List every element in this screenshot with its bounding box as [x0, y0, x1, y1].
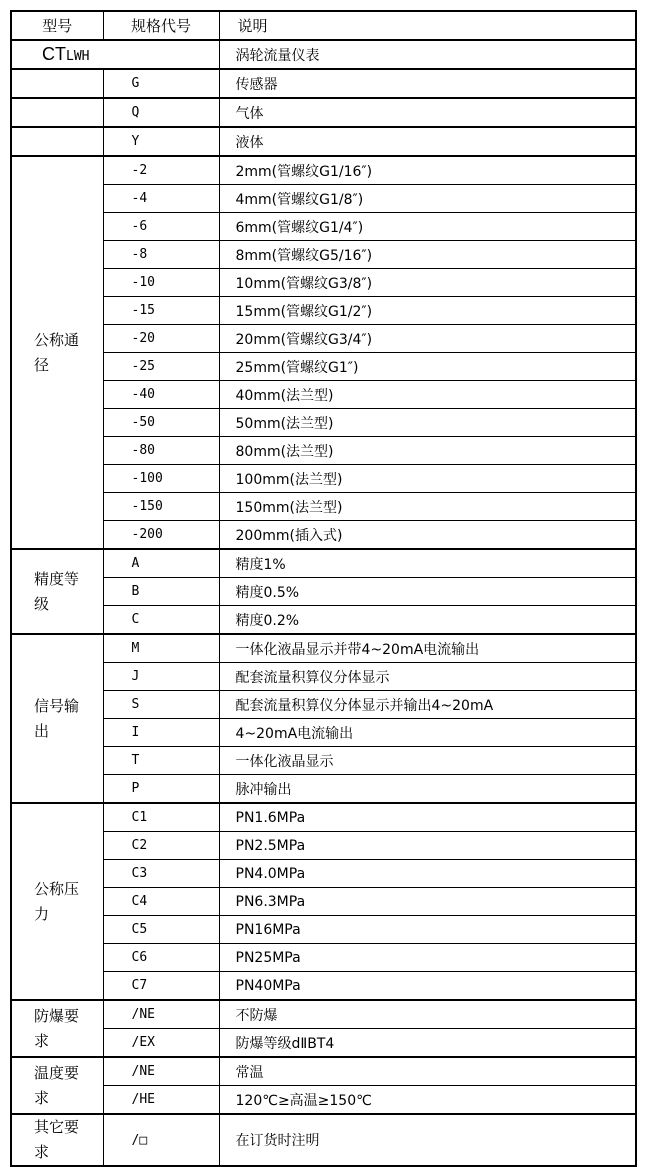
- section-label-cell: [11, 69, 103, 98]
- table-row: [11, 325, 636, 353]
- col-header-model: 型号: [11, 11, 103, 40]
- table-row: [11, 213, 636, 241]
- desc-cell: 120℃≥高温≥150℃: [219, 1086, 636, 1115]
- desc-cell: 防爆等级dⅡBT4: [219, 1029, 636, 1058]
- code-cell: Y: [103, 127, 219, 156]
- col-header-description: 说明: [219, 11, 636, 40]
- desc-cell: 40mm(法兰型): [219, 381, 636, 409]
- section-label-cell: [11, 156, 103, 549]
- desc-cell: 精度0.2%: [219, 606, 636, 635]
- desc-cell: PN4.0MPa: [219, 860, 636, 888]
- table-row: [11, 241, 636, 269]
- model-code-main: CT: [42, 44, 66, 64]
- desc-cell: 25mm(管螺纹G1″): [219, 353, 636, 381]
- table-row: [11, 634, 636, 663]
- desc-cell: 50mm(法兰型): [219, 409, 636, 437]
- desc-cell: 传感器: [219, 69, 636, 98]
- code-cell: /□: [103, 1114, 219, 1166]
- table-row: [11, 437, 636, 465]
- header-row: [11, 11, 636, 40]
- table-row: [11, 549, 636, 578]
- code-cell: -6: [103, 213, 219, 241]
- desc-cell: 常温: [219, 1057, 636, 1086]
- code-cell: -80: [103, 437, 219, 465]
- table-row: [11, 663, 636, 691]
- code-cell: -4: [103, 185, 219, 213]
- code-cell: /HE: [103, 1086, 219, 1115]
- section-label-text: 防爆要求: [34, 1006, 80, 1050]
- desc-cell: 精度1%: [219, 549, 636, 578]
- table-row: [11, 493, 636, 521]
- code-cell: -20: [103, 325, 219, 353]
- desc-cell: PN1.6MPa: [219, 803, 636, 832]
- desc-cell: 气体: [219, 98, 636, 127]
- code-cell: B: [103, 578, 219, 606]
- table-row: [11, 185, 636, 213]
- desc-cell: PN25MPa: [219, 944, 636, 972]
- desc-cell: PN16MPa: [219, 916, 636, 944]
- table-row: [11, 832, 636, 860]
- table-row: [11, 972, 636, 1001]
- code-cell: -40: [103, 381, 219, 409]
- table-row: [11, 888, 636, 916]
- desc-cell: 精度0.5%: [219, 578, 636, 606]
- table-row: [11, 465, 636, 493]
- code-cell: I: [103, 719, 219, 747]
- section-label-cell: [11, 634, 103, 803]
- spec-table-body: [11, 40, 636, 1166]
- code-cell: -2: [103, 156, 219, 185]
- section-label-cell: [11, 1057, 103, 1114]
- code-cell: /EX: [103, 1029, 219, 1058]
- code-cell: -200: [103, 521, 219, 550]
- code-cell: A: [103, 549, 219, 578]
- section-label-cell: [11, 98, 103, 127]
- code-cell: C4: [103, 888, 219, 916]
- code-cell: C5: [103, 916, 219, 944]
- desc-cell: 4mm(管螺纹G1/8″): [219, 185, 636, 213]
- table-row: [11, 381, 636, 409]
- desc-cell: 200mm(插入式): [219, 521, 636, 550]
- section-label-cell: [11, 1114, 103, 1166]
- code-cell: Q: [103, 98, 219, 127]
- desc-cell: 配套流量积算仪分体显示并输出4~20mA: [219, 691, 636, 719]
- table-row: [11, 1029, 636, 1058]
- code-cell: S: [103, 691, 219, 719]
- code-cell: -50: [103, 409, 219, 437]
- table-row: [11, 69, 636, 98]
- table-row: [11, 353, 636, 381]
- code-cell: -8: [103, 241, 219, 269]
- section-label-text: 公称通径: [34, 330, 80, 374]
- code-cell: P: [103, 775, 219, 804]
- table-row: [11, 297, 636, 325]
- table-row: [11, 775, 636, 804]
- model-code-sub: LWH: [66, 49, 90, 64]
- table-row: [11, 747, 636, 775]
- desc-cell: 15mm(管螺纹G1/2″): [219, 297, 636, 325]
- table-row: [11, 860, 636, 888]
- desc-cell: 100mm(法兰型): [219, 465, 636, 493]
- code-cell: C1: [103, 803, 219, 832]
- table-row: [11, 1000, 636, 1029]
- desc-cell: 一体化液晶显示并带4~20mA电流输出: [219, 634, 636, 663]
- desc-cell: 配套流量积算仪分体显示: [219, 663, 636, 691]
- code-cell: /NE: [103, 1000, 219, 1029]
- section-label-text: 公称压力: [34, 879, 80, 923]
- desc-cell: 2mm(管螺纹G1/16″): [219, 156, 636, 185]
- desc-cell: 脉冲输出: [219, 775, 636, 804]
- section-label-cell: [11, 549, 103, 634]
- code-cell: C7: [103, 972, 219, 1001]
- desc-cell: 150mm(法兰型): [219, 493, 636, 521]
- code-cell: T: [103, 747, 219, 775]
- section-label-text: 温度要求: [34, 1063, 80, 1107]
- table-row: [11, 719, 636, 747]
- desc-cell: PN6.3MPa: [219, 888, 636, 916]
- desc-cell: 一体化液晶显示: [219, 747, 636, 775]
- code-cell: J: [103, 663, 219, 691]
- desc-cell: PN40MPa: [219, 972, 636, 1001]
- col-header-code: 规格代号: [103, 11, 219, 40]
- desc-cell: 8mm(管螺纹G5/16″): [219, 241, 636, 269]
- desc-cell: 4~20mA电流输出: [219, 719, 636, 747]
- code-cell: -150: [103, 493, 219, 521]
- section-label-text: 精度等级: [34, 569, 80, 613]
- table-row: [11, 1086, 636, 1115]
- code-cell: C3: [103, 860, 219, 888]
- desc-cell: 6mm(管螺纹G1/4″): [219, 213, 636, 241]
- table-row: [11, 606, 636, 635]
- section-label-text: 其它要求: [34, 1118, 80, 1161]
- section-label-cell: [11, 127, 103, 156]
- model-row: [11, 40, 636, 69]
- table-row: [11, 409, 636, 437]
- code-cell: -15: [103, 297, 219, 325]
- code-cell: C: [103, 606, 219, 635]
- code-cell: C2: [103, 832, 219, 860]
- code-cell: -10: [103, 269, 219, 297]
- model-code-cell: [11, 40, 219, 69]
- desc-cell: 不防爆: [219, 1000, 636, 1029]
- table-row: [11, 127, 636, 156]
- table-row: [11, 803, 636, 832]
- desc-cell: 80mm(法兰型): [219, 437, 636, 465]
- table-row: [11, 1057, 636, 1086]
- section-label-cell: [11, 803, 103, 1000]
- table-row: [11, 521, 636, 550]
- section-label-cell: [11, 1000, 103, 1057]
- table-row: [11, 578, 636, 606]
- desc-cell: 20mm(管螺纹G3/4″): [219, 325, 636, 353]
- table-row: [11, 269, 636, 297]
- table-row: [11, 944, 636, 972]
- table-row: [11, 916, 636, 944]
- model-desc-cell: 涡轮流量仪表: [219, 40, 636, 69]
- section-label-text: 信号输出: [34, 696, 80, 740]
- spec-table: [10, 10, 637, 1167]
- code-cell: G: [103, 69, 219, 98]
- code-cell: -100: [103, 465, 219, 493]
- table-row: [11, 1114, 636, 1166]
- table-row: [11, 691, 636, 719]
- desc-cell: 10mm(管螺纹G3/8″): [219, 269, 636, 297]
- code-cell: C6: [103, 944, 219, 972]
- code-cell: /NE: [103, 1057, 219, 1086]
- code-cell: M: [103, 634, 219, 663]
- desc-cell: 液体: [219, 127, 636, 156]
- desc-cell: PN2.5MPa: [219, 832, 636, 860]
- code-cell: -25: [103, 353, 219, 381]
- table-row: [11, 98, 636, 127]
- table-row: [11, 156, 636, 185]
- desc-cell: 在订货时注明: [219, 1114, 636, 1166]
